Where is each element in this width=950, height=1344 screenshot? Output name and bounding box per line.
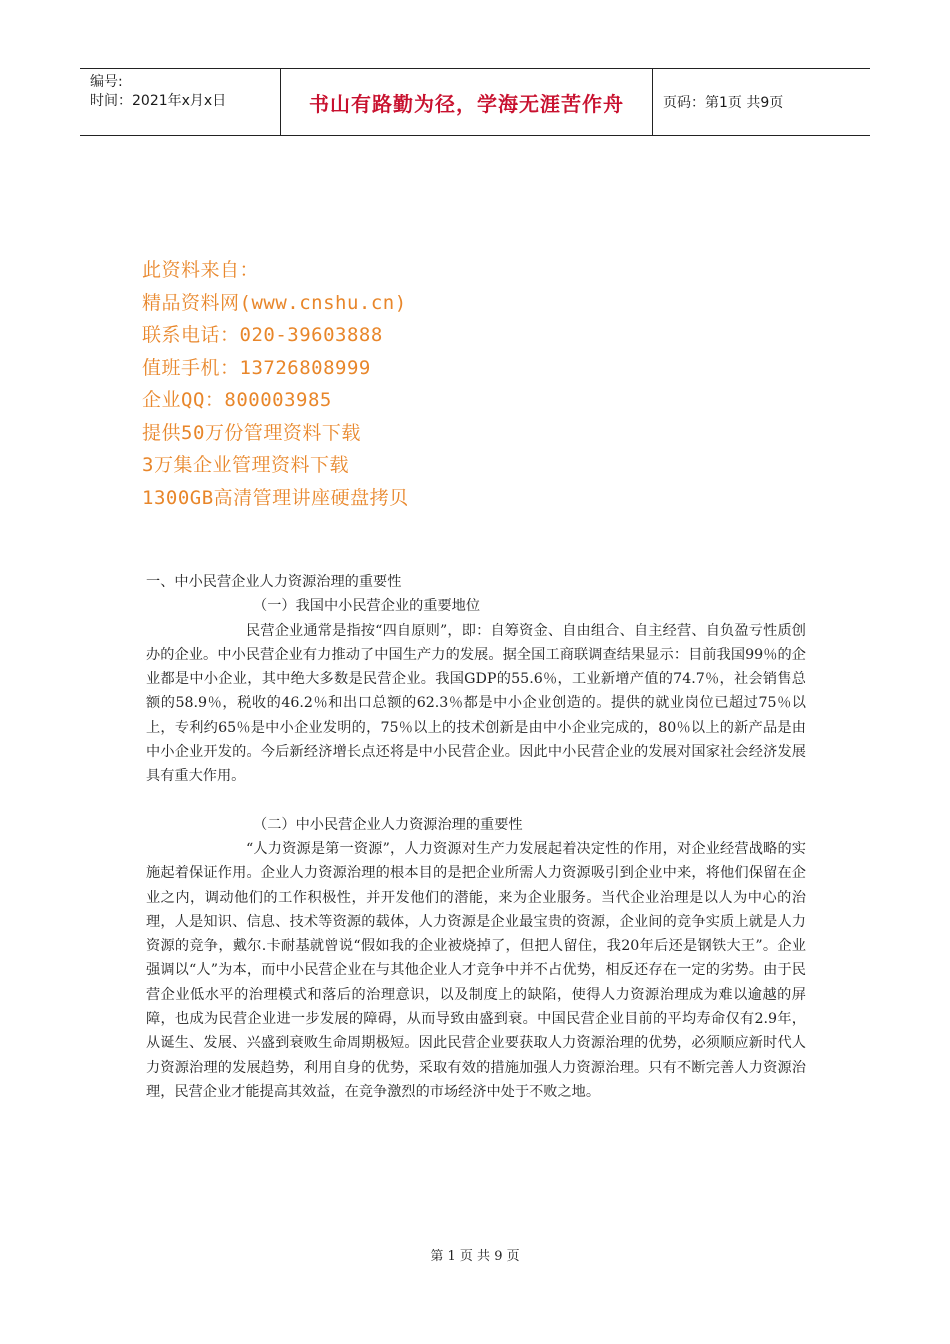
promo-line: 提供50万份管理资料下载 <box>142 421 361 444</box>
promo-line: 精品资料网(www.cnshu.cn) <box>142 291 407 314</box>
promo-line: 企业QQ：800003985 <box>142 389 332 411</box>
promo-line: 此资料来自： <box>142 259 260 281</box>
promo-line: 值班手机：13726808999 <box>142 356 371 379</box>
subsection-title-2: （二）中小民营企业人力资源治理的重要性 <box>253 816 523 833</box>
promo-line: 联系电话：020-39603888 <box>142 324 383 346</box>
subsection-title-1: （一）我国中小民营企业的重要地位 <box>253 598 481 615</box>
page-header <box>80 68 870 136</box>
header-left-cell <box>80 69 280 135</box>
promo-line: 1300GB高清管理讲座硬盘拷贝 <box>142 486 409 509</box>
header-page-info: 页码：第1页 共9页 <box>663 95 784 111</box>
header-motto: 书山有路勤为径，学海无涯苦作舟 <box>280 69 653 135</box>
promo-block <box>142 254 409 514</box>
time-label: 时间：2021年x月x日 <box>90 93 227 109</box>
document-body <box>146 570 806 1104</box>
paragraph-2: “人力资源是第一资源”，人力资源对生产力发展起着决定性的作用，对企业经营战略的实施起着保证作用。企业人力资源治理的根本目的是把企业所需人力资源吸引到企业中来，将他们保留在企业之内，调动他们的工作积极性，并开发他们的潜能，来为企业服务。当代企业治理是以人为中心的治理，人是知识、信息、技术等资源的载体，人力资源是企业最宝贵的资源，企业间的竞争实质上就是人力资源的竞争，戴尔.卡耐基就曾说“假如我的企业被烧掉了，但把人留住，我20年后还是钢铁大王”。企业强调以“人”为本，而中小民营企业在与其他企业人才竞争中并不占优势，相反还存在一定的劣势。由于民营企业低水平的治理模式和落后的治理意识，以及制度上的缺陷，使得人力资源治理成为难以逾越的屏障，也成为民营企业进一步发展的障碍，从而导致由盛到衰。中国民营企业目前的平均寿命仅有2.9年，从诞生、发展、兴盛到衰败生命周期极短。因此民营企业要获取人力资源治理的优势，必须顺应新时代人力资源治理的发展趋势，利用自身的优势，采取有效的措施加强人力资源治理。只有不断完善人力资源治理，民营企业才能提高其效益，在竞争激烈的市场经济中处于不败之地。 <box>146 840 806 1100</box>
promo-line: 3万集企业管理资料下载 <box>142 454 349 476</box>
section-heading: 一、中小民营企业人力资源治理的重要性 <box>146 574 402 590</box>
paragraph-gap <box>146 789 806 813</box>
page-footer: 第 1 页 共 9 页 <box>430 1249 520 1264</box>
code-label: 编号: <box>90 74 123 90</box>
paragraph-1: 民营企业通常是指按“四自原则”，即：自筹资金、自由组合、自主经营、自负盈亏性质创办的企业。中小民营企业有力推动了中国生产力的发展。据全国工商联调查结果显示：目前我国99％的企业都是中小企业，其中绝大多数是民营企业。我国GDP的55.6％，工业新增产值的74.7％，社会销售总额的58.9％，税收的46.2％和出口总额的62.3％都是中小企业创造的。提供的就业岗位已超过75％以上，专利约65％是中小企业发明的，75％以上的技术创新是由中小企业完成的，80％以上的新产品是由中小企业开发的。今后新经济增长点还将是中小民营企业。因此中小民营企业的发展对国家社会经济发展具有重大作用。 <box>146 622 806 785</box>
